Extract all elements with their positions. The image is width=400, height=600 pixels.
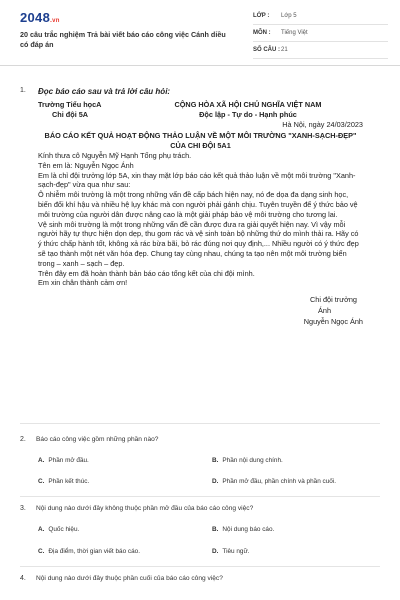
report-greeting: Kính thưa cô Nguyễn Mỹ Hạnh Tổng phụ trách. [38,150,192,160]
report-paragraph-2: Ô nhiễm môi trường là một trong những vấn đề cấp bách hiện nay, nó đe dọa đa dạng sinh học, biến đổi khí hậu và nhiều hệ lụy khác mà con người phải gánh chịu. Tuyên truyền để ý thức bảo vệ môi trường của người dân được nâng cao là một giải pháp bảo vệ môi trường cho tương lai. [38,190,358,219]
question-2-number: 2. [20,436,26,443]
document-title: 20 câu trắc nghiệm Trả bài viết báo cáo công việc Cánh diều có đáp án [20,30,226,49]
question-3-option-c[interactable] [38,548,140,555]
signature-role: Chi đội trưởng [310,295,357,305]
question-3-number: 3. [20,505,26,512]
school-name: Trường Tiểu họcA [38,100,102,109]
option-letter: C. [38,548,45,555]
signature-short: Ánh [318,306,331,316]
option-letter: A. [38,526,45,533]
option-text: Quốc hiệu. [48,526,80,533]
question-4-number: 4. [20,575,26,582]
signature-name: Nguyễn Ngọc Ánh [303,317,363,327]
unit-name: Chi đội 5A [52,109,89,119]
logo-suffix: .vn [50,18,60,24]
option-text: Địa điểm, thời gian viết báo cáo. [48,548,140,555]
meta-key: MÔN : [253,30,271,36]
question-2-option-c[interactable] [38,478,89,485]
report-paragraph-4: Trên đây em đã hoàn thành bản báo cáo tổng kết của chi đội mình. [38,268,255,278]
report-passage [38,100,363,327]
meta-value: 21 [281,47,288,53]
meta-key: SỐ CÂU : [253,47,280,53]
option-letter: D. [212,548,219,555]
logo-main: 2048 [20,10,51,25]
report-closing: Em xin chân thành cảm ơn! [38,278,128,288]
option-text: Phần nội dung chính. [222,457,283,464]
motto: Độc lập - Tự do - Hạnh phúc [199,109,297,119]
meta-table [253,8,388,59]
question-3-option-a[interactable] [38,526,79,533]
national-name: CỘNG HÒA XÃ HỘI CHỦ NGHĨA VIỆT NAM [174,100,322,109]
option-letter: A. [38,457,45,464]
question-1-heading: Đọc báo cáo sau và trả lời câu hỏi: [38,87,171,96]
meta-row-subject [253,25,388,42]
option-letter: B. [212,457,219,464]
page-header [0,0,400,66]
option-text: Phần mở đầu, phần chính và phần cuối. [222,478,337,485]
option-text: Phần mở đầu. [48,457,89,464]
report-header-row-2 [38,110,363,120]
option-letter: B. [212,526,219,533]
question-1-number: 1. [20,87,26,94]
question-2-text: Báo cáo công việc gồm những phần nào? [36,436,159,443]
question-3-option-b[interactable] [212,526,274,533]
question-2-option-a[interactable] [38,457,89,464]
site-logo[interactable] [20,10,60,25]
report-paragraph-1: Em là chỉ đội trưởng lớp 5A, xin thay mặt lớp báo cáo kết quả thảo luận về một môi trường "Xanh-sạch-đẹp" vừa qua như sau: [38,170,356,190]
meta-value: Lớp 5 [281,13,297,19]
meta-value: Tiếng Việt [281,30,308,36]
signature-block [38,294,363,327]
option-letter: C. [38,478,45,485]
report-title: BÁO CÁO KẾT QUẢ HOẠT ĐỘNG THẢO LUẬN VỀ MỘT MÔI TRƯỜNG "XANH-SẠCH-ĐẸP" CỦA CHI ĐỘI 5A1 [44,131,357,151]
report-name-line: Tên em là: Nguyễn Ngọc Ánh [38,160,134,170]
report-paragraph-3: Vệ sinh môi trường là một trong những vấn đề cần được đưa ra giải quyết hiện nay. Vì vậy mỗi người hãy tự thực hiện dọn dẹp, thu gom rác và vệ sinh toàn bộ những thứ do mình thải ra. Hãy có ý thức chấp hành tốt, không xả rác bừa bãi, bỏ rác đúng nơi quy định,... Nhiều người có ý thức đẹp sẽ tạo thành một nét văn hóa đẹp. Chung tay cùng nhau, chúng ta tạo nên một môi trường biển trong – xanh – sạch – đẹp. [38,219,359,268]
option-text: Phần kết thúc. [48,478,90,485]
meta-key: LỚP : [253,13,270,19]
meta-row-count [253,42,388,59]
option-text: Tiêu ngữ. [222,548,250,555]
question-3-text: Nội dung nào dưới đây không thuộc phần mở đầu của báo cáo công việc? [36,505,254,512]
divider [20,423,380,424]
question-2-option-b[interactable] [212,457,283,464]
report-date: Hà Nội, ngày 24/03/2023 [282,119,363,129]
report-header-row-1 [38,100,363,110]
question-3-option-d[interactable] [212,548,250,555]
question-2-option-d[interactable] [212,478,336,485]
divider [20,566,380,567]
question-4-text: Nội dung nào dưới đây thuộc phần cuối của báo cáo công việc? [36,575,223,582]
meta-row-class [253,8,388,25]
divider [20,496,380,497]
option-text: Nội dung báo cáo. [222,526,275,533]
option-letter: D. [212,478,219,485]
